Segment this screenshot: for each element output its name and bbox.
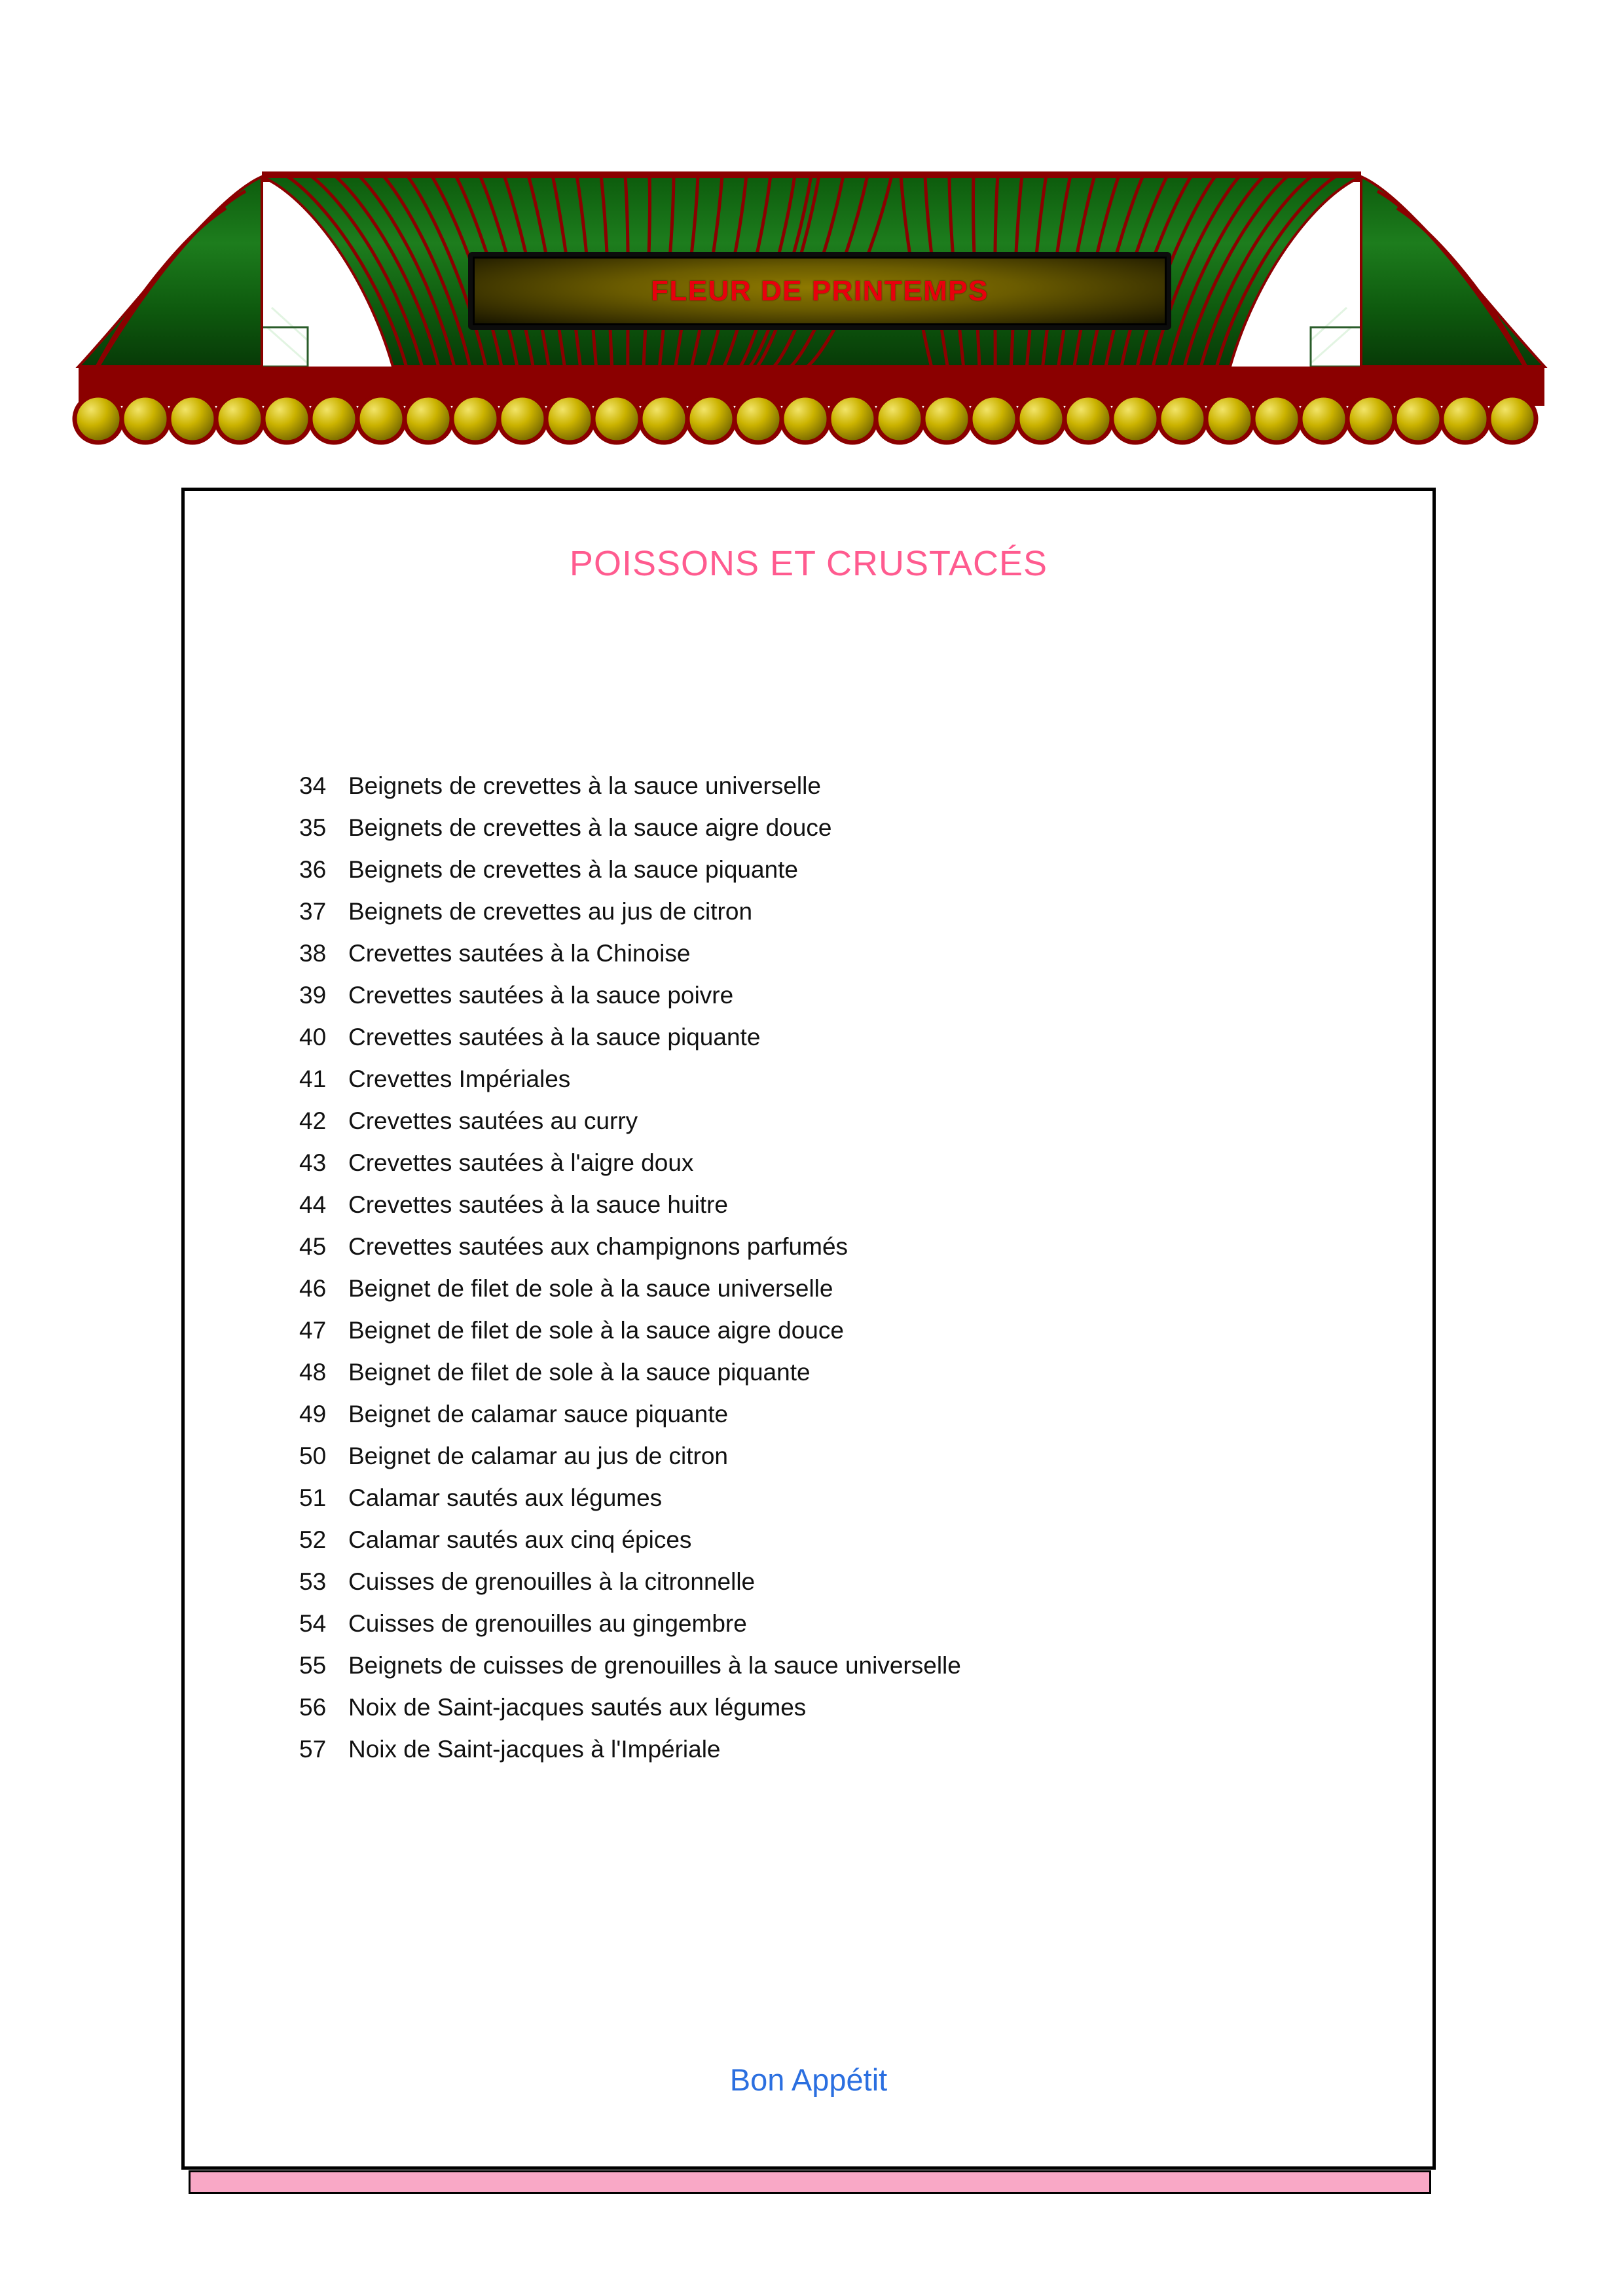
dish-number: 40: [299, 1024, 327, 1050]
dish-row: [247, 856, 1360, 898]
dish-number: 56: [299, 1694, 327, 1721]
dish-row: [247, 982, 1360, 1024]
dish-row: [247, 1024, 1360, 1066]
section-title: POISSONS ET CRUSTACÉS: [569, 544, 1048, 583]
dish-name: Calamar sautés aux légumes: [348, 1484, 663, 1511]
dish-number: 37: [299, 898, 327, 925]
dish-number: 57: [299, 1736, 327, 1763]
dish-number: 46: [299, 1275, 327, 1302]
dish-row: [247, 1107, 1360, 1149]
dish-name: Beignet de filet de sole à la sauce aigre douce: [348, 1317, 844, 1344]
dish-row: [247, 1066, 1360, 1107]
dish-row: [247, 1736, 1360, 1778]
dish-number: 47: [299, 1317, 327, 1344]
dish-row: [247, 940, 1360, 982]
dish-name: Beignets de crevettes au jus de citron: [348, 898, 753, 925]
dish-number: 48: [299, 1359, 327, 1386]
dish-number: 49: [299, 1401, 327, 1427]
dish-number: 36: [299, 856, 327, 883]
dish-name: Crevettes sautées au curry: [348, 1107, 638, 1134]
dish-number: 54: [299, 1610, 327, 1637]
dish-name: Noix de Saint-jacques à l'Impériale: [348, 1736, 721, 1763]
dish-number: 53: [299, 1568, 327, 1595]
dish-name: Crevettes sautées à la sauce huitre: [348, 1191, 728, 1218]
dish-name: Noix de Saint-jacques sautés aux légumes: [348, 1694, 807, 1721]
dish-row: [247, 1233, 1360, 1275]
dish-row: [247, 1191, 1360, 1233]
dish-number: 43: [299, 1149, 327, 1176]
dish-name: Crevettes sautées à la sauce piquante: [348, 1024, 761, 1050]
dish-name: Beignets de crevettes à la sauce universelle: [348, 772, 821, 799]
dish-number: 51: [299, 1484, 327, 1511]
dish-row: [247, 1275, 1360, 1317]
dish-row: [247, 1359, 1360, 1401]
dish-number: 35: [299, 814, 327, 841]
dish-name: Beignets de crevettes à la sauce piquante: [348, 856, 799, 883]
dish-number: 34: [299, 772, 327, 799]
dish-number: 41: [299, 1066, 327, 1092]
dish-row: [247, 1401, 1360, 1443]
restaurant-name: FLEUR DE PRINTEMPS: [651, 274, 989, 307]
dish-name: Beignet de filet de sole à la sauce universelle: [348, 1275, 833, 1302]
dish-name: Crevettes Impériales: [348, 1066, 571, 1092]
dish-name: Crevettes sautées aux champignons parfumés: [348, 1233, 848, 1260]
dish-row: [247, 772, 1360, 814]
dish-row: [247, 1694, 1360, 1736]
dish-number: 39: [299, 982, 327, 1009]
dish-list: [247, 772, 1360, 1778]
dish-name: Beignet de filet de sole à la sauce piquante: [348, 1359, 811, 1386]
dish-number: 44: [299, 1191, 327, 1218]
dish-number: 52: [299, 1526, 327, 1553]
dish-number: 50: [299, 1443, 327, 1469]
dish-name: Beignets de crevettes à la sauce aigre douce: [348, 814, 832, 841]
dish-name: Beignet de calamar au jus de citron: [348, 1443, 729, 1469]
dish-number: 42: [299, 1107, 327, 1134]
restaurant-name-plate: [468, 252, 1171, 330]
dish-row: [247, 1317, 1360, 1359]
dish-row: [247, 1443, 1360, 1484]
dish-row: [247, 1568, 1360, 1610]
dish-name: Crevettes sautées à la sauce poivre: [348, 982, 734, 1009]
dish-name: Cuisses de grenouilles au gingembre: [348, 1610, 747, 1637]
dish-name: Calamar sautés aux cinq épices: [348, 1526, 692, 1553]
closing-text: Bon Appétit: [729, 2062, 888, 2097]
dish-name: Crevettes sautées à la Chinoise: [348, 940, 691, 967]
menu-card: [181, 488, 1436, 2170]
dish-row: [247, 898, 1360, 940]
dish-row: [247, 1610, 1360, 1652]
dish-name: Beignets de cuisses de grenouilles à la sauce universelle: [348, 1652, 961, 1679]
header-banner: [0, 0, 1623, 471]
dish-row: [247, 1484, 1360, 1526]
dish-row: [247, 1652, 1360, 1694]
dish-number: 45: [299, 1233, 327, 1260]
dish-number: 55: [299, 1652, 327, 1679]
dish-row: [247, 814, 1360, 856]
dish-name: Crevettes sautées à l'aigre doux: [348, 1149, 694, 1176]
dish-name: Beignet de calamar sauce piquante: [348, 1401, 729, 1427]
dish-number: 38: [299, 940, 327, 967]
dish-row: [247, 1149, 1360, 1191]
footer-bar: [189, 2170, 1431, 2194]
awning-ball-fringe: [75, 395, 1536, 442]
dish-row: [247, 1526, 1360, 1568]
dish-name: Cuisses de grenouilles à la citronnelle: [348, 1568, 756, 1595]
